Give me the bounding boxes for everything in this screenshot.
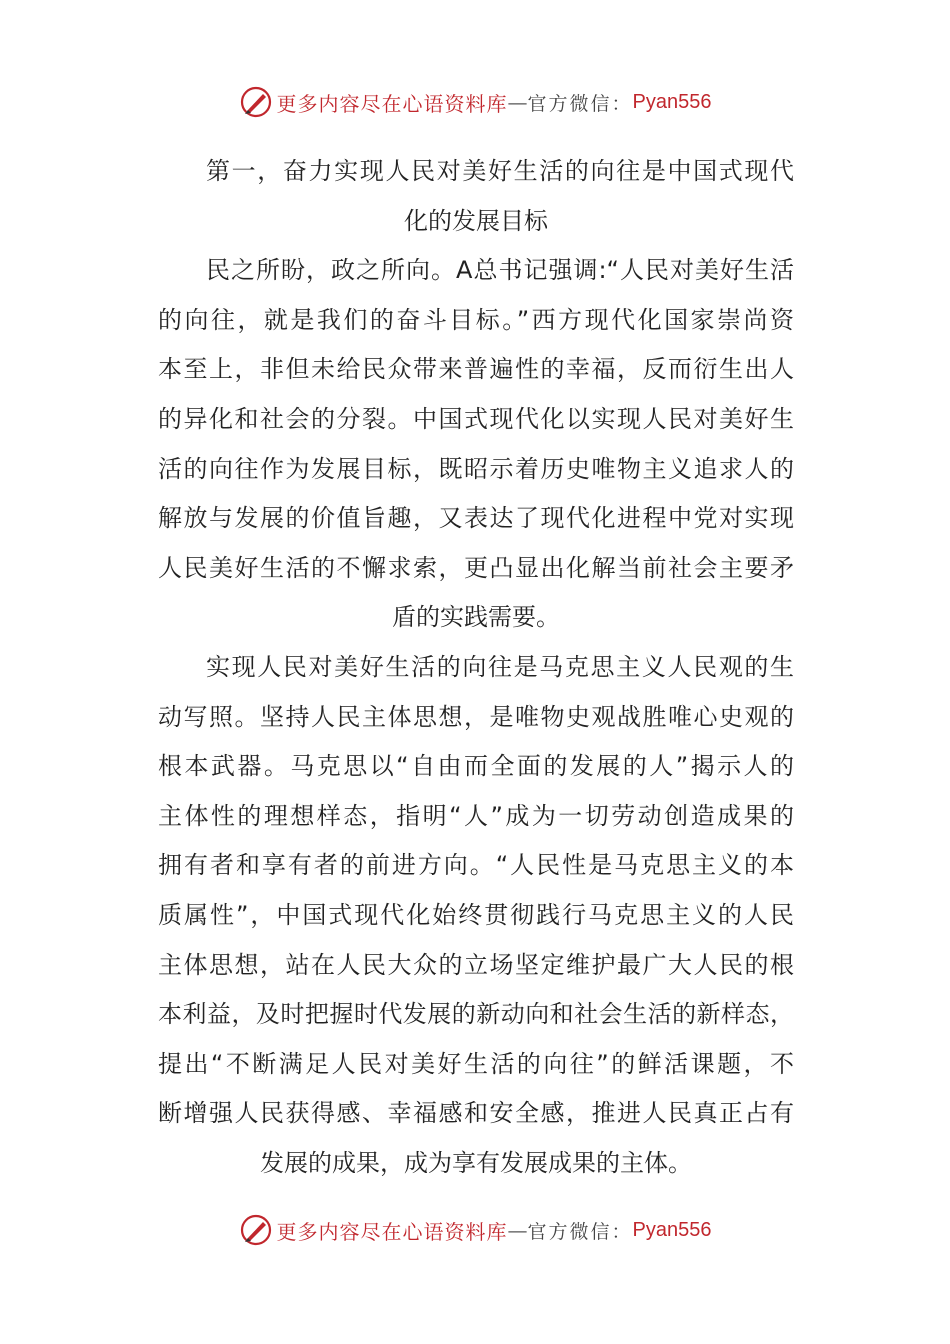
paragraph-line: 提出“不断满足人民对美好生活的向往”的鲜活课题，不	[158, 1049, 794, 1078]
paragraph-line: 动写照。坚持人民主体思想，是唯物史观战胜唯心史观的	[158, 702, 794, 731]
header-banner-text: 更多内容尽在心语资料库	[276, 91, 508, 116]
paragraph-line: 的向往，就是我们的奋斗目标。”西方现代化国家崇尚资	[158, 305, 794, 334]
paragraph-line: 的异化和社会的分裂。中国式现代化以实现人民对美好生	[158, 404, 794, 433]
paragraph-line: 主体性的理想样态，指明“人”成为一切劳动创造成果的	[158, 801, 794, 830]
heading-line-1: 第一，奋力实现人民对美好生活的向往是中国式现代	[206, 157, 794, 185]
paragraph-line: 本至上，非但未给民众带来普遍性的幸福，反而衍生出人	[158, 355, 794, 384]
paragraph-line: 根本武器。马克思以“自由而全面的发展的人”揭示人的	[158, 752, 794, 781]
header-watermark	[0, 82, 950, 122]
header-wechat-id: Pyan556	[632, 90, 712, 113]
header-wechat-label: 官方微信：	[527, 92, 633, 115]
paragraph-line: 拥有者和享有者的前进方向。“人民性是马克思主义的本	[158, 851, 794, 880]
paragraph-line: 解放与发展的价值旨趣，又表达了现代化进程中党对实现	[158, 504, 794, 533]
paragraph-line: 人民美好生活的不懈求索，更凸显出化解当前社会主要矛	[158, 553, 794, 582]
paragraph-line: 实现人民对美好生活的向往是马克思主义人民观的生	[206, 652, 794, 681]
pen-logo-icon	[239, 1213, 273, 1247]
pen-logo-icon	[239, 85, 273, 119]
paragraph-line: 盾的实践需要。	[392, 603, 560, 632]
paragraph-line: 本利益，及时把握时代发展的新动向和社会生活的新样态，	[158, 1000, 794, 1029]
heading-line-2: 化的发展目标	[404, 206, 548, 235]
footer-watermark	[0, 1210, 950, 1250]
footer-banner-sep: —	[507, 1218, 528, 1242]
header-banner-sep: —	[507, 90, 528, 114]
paragraph-line: 发展的成果，成为享有发展成果的主体。	[260, 1148, 692, 1177]
paragraph-line: 断增强人民获得感、幸福感和安全感，推进人民真正占有	[158, 1099, 794, 1128]
footer-wechat-label: 官方微信：	[527, 1220, 633, 1243]
paragraph-line: 主体思想，站在人民大众的立场坚定维护最广大人民的根	[158, 950, 794, 979]
paragraph-line: 民之所盼，政之所向。A总书记强调:“人民对美好生活	[206, 256, 794, 285]
paragraph-line: 质属性”，中国式现代化始终贯彻践行马克思主义的人民	[158, 900, 794, 929]
document-body	[158, 147, 794, 1188]
paragraph-line: 活的向往作为发展目标，既昭示着历史唯物主义追求人的	[158, 454, 794, 483]
footer-banner-text: 更多内容尽在心语资料库	[276, 1219, 508, 1244]
footer-wechat-id: Pyan556	[632, 1218, 712, 1241]
